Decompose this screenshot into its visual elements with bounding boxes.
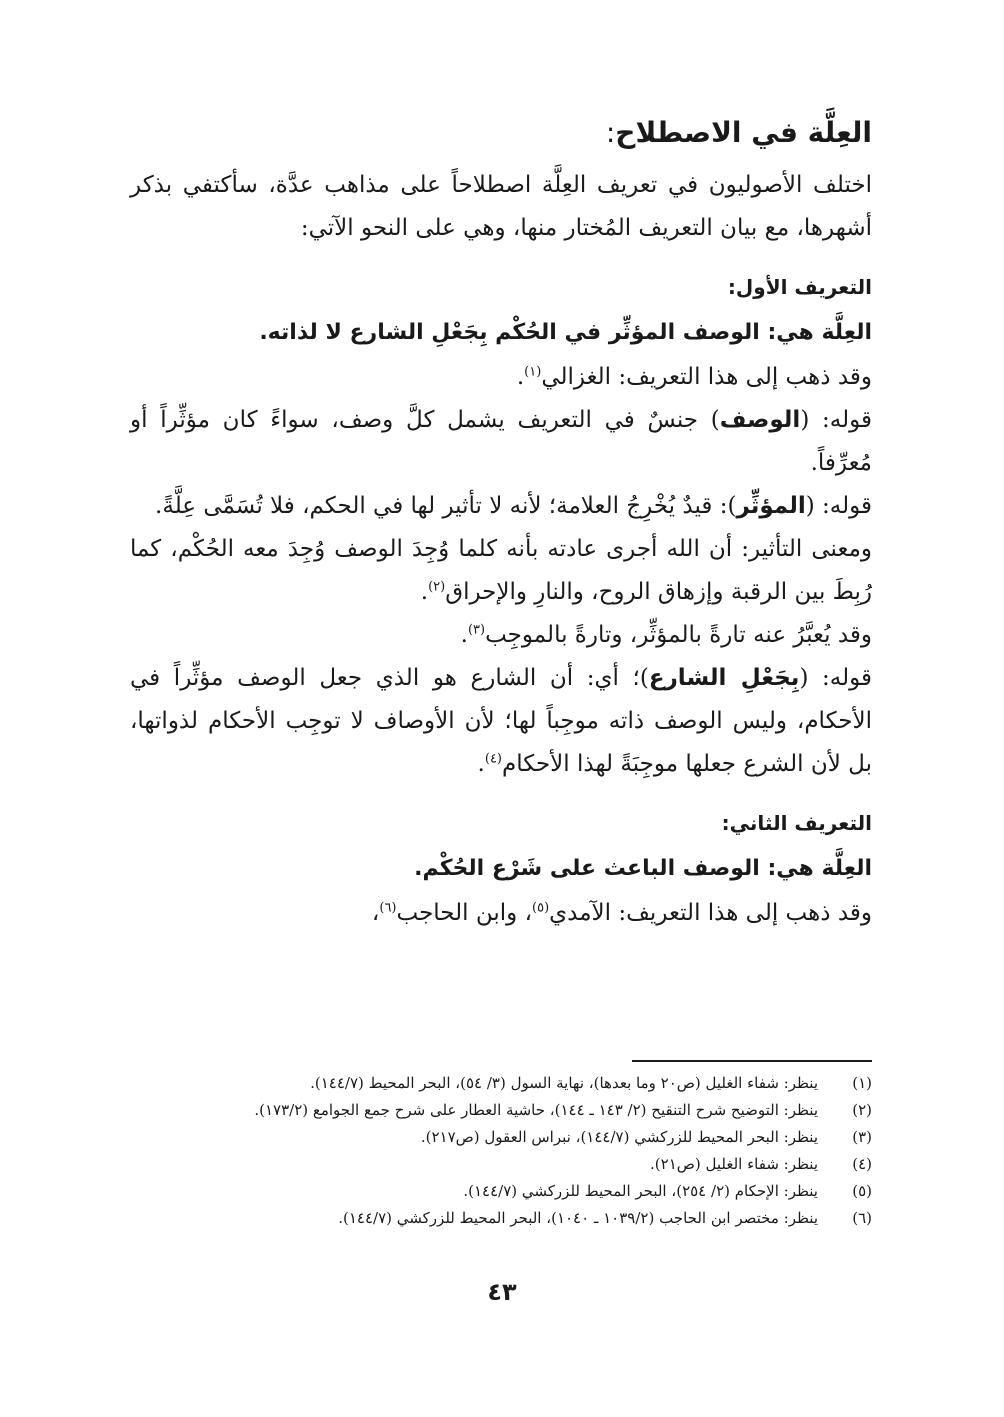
footnote-item <box>130 1205 872 1232</box>
footnote-text: ينظر: شفاء الغليل (ص٢٠ وما بعدها)، نهاية السول (٣/ ٥٤)، البحر المحيط (١٤٤/٧). <box>310 1074 818 1092</box>
definition-2-author <box>130 892 872 935</box>
footnote-ref-5[interactable]: (٥) <box>532 900 550 916</box>
explanation-wasf-term: الوصف <box>719 407 801 433</box>
footnote-text: ينظر: مختصر ابن الحاجب (١٠٣٩/٢ ـ ١٠٤٠)، البحر المحيط للزركشي (١٤٤/٧). <box>338 1209 818 1227</box>
explanation-jal-shari-end: . <box>477 751 485 777</box>
footnote-number: (٦) <box>852 1209 872 1227</box>
footnote-item <box>130 1151 872 1178</box>
explanation-muathir-term: المؤثِّر <box>736 493 806 519</box>
definition-1-author-end: . <box>516 364 525 390</box>
page-body <box>130 112 872 935</box>
footnote-item <box>130 1124 872 1151</box>
footnotes-list <box>130 1070 872 1232</box>
footnote-text: ينظر: شفاء الغليل (ص٢١). <box>650 1155 818 1173</box>
definition-1-statement <box>130 310 872 356</box>
footnote-item <box>130 1070 872 1097</box>
footnote-ref-4[interactable]: (٤) <box>484 751 502 767</box>
explanation-mujib <box>130 614 872 657</box>
footnote-ref-3[interactable]: (٣) <box>467 622 486 638</box>
explanation-wasf-post: ) جنسٌ في التعريف يشمل كلَّ وصف، سواءً كان مؤثِّراً أو مُعرِّفاً. <box>130 407 872 476</box>
explanation-jal-shari-term: بِجَعْلِ الشارع <box>648 665 800 691</box>
footnote-number: (١) <box>852 1074 872 1092</box>
footnote-ref-6[interactable]: (٦) <box>379 900 397 916</box>
definition-2-text: : الوصف الباعث على شَرْع الحُكْم. <box>414 856 777 881</box>
explanation-jal-shari <box>130 657 872 786</box>
definition-2-heading: التعريف الثاني: <box>721 811 872 835</box>
footnote-number: (٣) <box>852 1128 872 1146</box>
footnote-text: ينظر: البحر المحيط للزركشي (١٤٤/٧)، نبراس العقول (ص٢١٧). <box>420 1128 818 1146</box>
footnote-number: (٢) <box>852 1101 872 1119</box>
explanation-muathir-post: ): قيدٌ يُخْرِجُ العلامة؛ لأنه لا تأثير لها في الحكم، فلا تُسَمَّى عِلَّةً. <box>155 493 737 519</box>
definition-2-statement <box>130 846 872 892</box>
definition-1-label: العِلَّة هي <box>776 320 872 345</box>
definition-1-text: : الوصف المؤثِّر في الحُكْم بِجَعْلِ الشارع لا لذاته. <box>259 320 777 345</box>
explanation-jal-shari-pre: قوله: ( <box>799 665 873 691</box>
explanation-muathir <box>130 485 872 528</box>
definition-2-author-end: ، <box>371 900 380 926</box>
explanation-wasf <box>130 399 872 485</box>
explanation-jal-shari-post: )؛ أي: أن الشارع هو الذي جعل الوصف مؤثِّراً في الأحكام، وليس الوصف ذاته موجِباً لها؛ لأن الأوصاف لا توجِب الأحكام لذواتها، بل لأن الشرع جعلها موجِبَةً لهذا الأحكام <box>130 665 872 777</box>
intro-paragraph: اختلف الأصوليون في تعريف العِلَّة اصطلاحاً على مذاهب عدَّة، سأكتفي بذكر أشهرها، مع بيان التعريف المُختار منها، وهي على النحو الآتي: <box>130 172 872 241</box>
explanation-tathir <box>130 528 872 614</box>
footnote-text: ينظر: التوضيح شرح التنقيح (٢/ ١٤٣ ـ ١٤٤)، حاشية العطار على شرح جمع الجوامع (١٧٣/٢). <box>254 1101 818 1119</box>
footnote-text: ينظر: الإحكام (٢/ ٢٥٤)، البحر المحيط للزركشي (١٤٤/٧). <box>463 1182 818 1200</box>
explanation-mujib-text: وقد يُعبَّرُ عنه تارةً بالمؤثِّر، وتارةً بالموجِب <box>485 622 872 648</box>
footnote-number: (٤) <box>852 1155 872 1173</box>
footnote-number: (٥) <box>852 1182 872 1200</box>
definition-1-author <box>130 356 872 399</box>
definition-2-author-mid: ، وابن الحاجب <box>396 900 533 926</box>
explanation-muathir-pre: قوله: ( <box>805 493 872 519</box>
page-number: ٤٣ <box>487 1278 517 1306</box>
explanation-wasf-pre: قوله: ( <box>800 407 873 433</box>
footnote-ref-1[interactable]: (١) <box>524 364 542 380</box>
section-title-colon: : <box>605 116 616 149</box>
definition-2-author-text: وقد ذهب إلى هذا التعريف: الآمدي <box>549 900 872 926</box>
definition-2-label: العِلَّة هي <box>776 856 872 881</box>
section-title <box>130 112 872 154</box>
explanation-tathir-end: . <box>420 579 429 605</box>
definition-1-heading: التعريف الأول: <box>727 275 872 299</box>
explanation-tathir-text: ومعنى التأثير: أن الله أجرى عادته بأنه كلما وُجِدَ الوصف وُجِدَ معه الحُكْم، كما رُبِطَ بين الرقبة وإزهاق الروح، والنارِ والإحراق <box>130 536 872 605</box>
footnote-divider <box>632 1060 872 1062</box>
footnote-item <box>130 1178 872 1205</box>
section-title-text: العِلَّة في الاصطلاح <box>615 116 872 149</box>
footnote-ref-2[interactable]: (٢) <box>428 579 446 595</box>
definition-1-author-text: وقد ذهب إلى هذا التعريف: الغزالي <box>541 364 872 390</box>
explanation-mujib-end: . <box>460 622 468 648</box>
footnote-item <box>130 1097 872 1124</box>
